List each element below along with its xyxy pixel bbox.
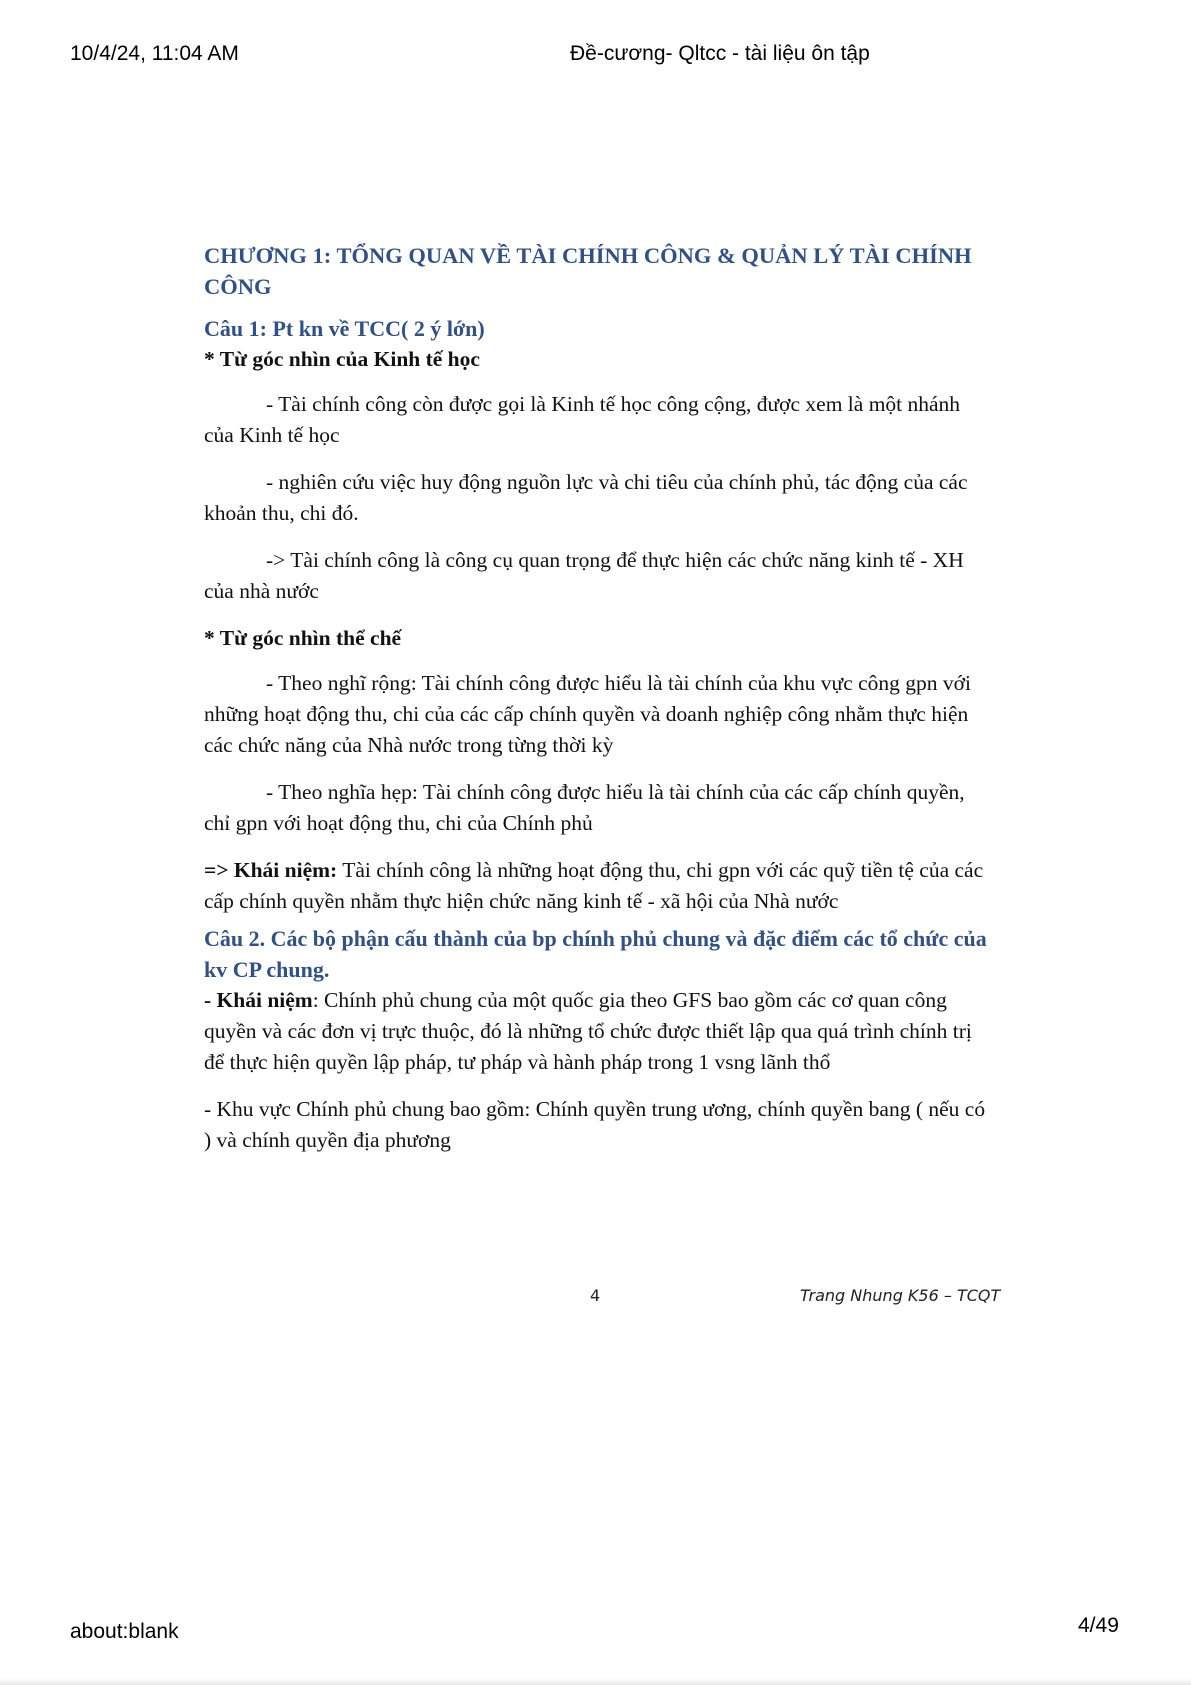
question-1-heading: Câu 1: Pt kn về TCC( 2 ý lớn) bbox=[204, 316, 485, 341]
section-institution-para-1: - Theo nghĩ rộng: Tài chính công được hiểu là tài chính của khu vực công gpn với những hoạt động thu, chi của các cấp chính quyền và doanh nghiệp công nhằm thực hiện các chức năng của Nhà nước trong từng thời kỳ bbox=[204, 671, 972, 757]
print-header-title: Đề-cương- Qltcc - tài liệu ôn tập bbox=[570, 42, 870, 65]
concept-label: - Khái niệm bbox=[204, 988, 313, 1012]
section-economics-heading: * Từ góc nhìn của Kinh tế học bbox=[204, 347, 480, 371]
print-footer-url: about:blank bbox=[70, 1620, 179, 1643]
section-institution-heading: * Từ góc nhìn thể chế bbox=[204, 626, 402, 650]
conclusion-paragraph bbox=[204, 855, 994, 917]
concept-text: : Chính phủ chung của một quốc gia theo GFS bao gồm các cơ quan công quyền và các đơn vị trực thuộc, đó là những tổ chức được thiết lập qua quá trình chính trị để thực hiện quyền lập pháp, tư pháp và hành pháp trong 1 vsng lãnh thổ bbox=[204, 988, 972, 1074]
section-economics-para-1: - Tài chính công còn được gọi là Kinh tế học công cộng, được xem là một nhánh của Kinh tế học bbox=[204, 392, 961, 447]
section-institution-para-2: - Theo nghĩa hẹp: Tài chính công được hiểu là tài chính của các cấp chính quyền, chỉ gpn với hoạt động thu, chi của Chính phủ bbox=[204, 780, 965, 835]
document-body bbox=[204, 240, 994, 1172]
document-page-number: 4 bbox=[590, 1286, 601, 1305]
print-header-datetime: 10/4/24, 11:04 AM bbox=[70, 42, 239, 65]
print-footer-page-count: 4/49 bbox=[1078, 1614, 1119, 1637]
chapter-heading: CHƯƠNG 1: TỔNG QUAN VỀ TÀI CHÍNH CÔNG & QUẢN LÝ TÀI CHÍNH CÔNG bbox=[204, 243, 972, 299]
concept-paragraph bbox=[204, 985, 994, 1078]
question-2-heading: Câu 2. Các bộ phận cấu thành của bp chính phủ chung và đặc điểm các tổ chức của kv CP chung. bbox=[204, 926, 987, 982]
section-economics-para-2: - nghiên cứu việc huy động nguồn lực và chi tiêu của chính phủ, tác động của các khoản thu, chi đó. bbox=[204, 470, 968, 525]
document-page-author: Trang Nhung K56 – TCQT bbox=[800, 1286, 1001, 1305]
conclusion-label: => Khái niệm: bbox=[204, 858, 338, 882]
page-bottom-edge bbox=[0, 1678, 1191, 1685]
section-economics-para-3: -> Tài chính công là công cụ quan trọng để thực hiện các chức năng kinh tế - XH của nhà nước bbox=[204, 548, 964, 603]
government-sector-paragraph: - Khu vực Chính phủ chung bao gồm: Chính quyền trung ương, chính quyền bang ( nếu có ) và chính quyền địa phương bbox=[204, 1097, 986, 1152]
conclusion-text: Tài chính công là những hoạt động thu, chi gpn với các quỹ tiền tệ của các cấp chính quyền nhằm thực hiện chức năng kinh tế - xã hội của Nhà nước bbox=[204, 858, 984, 913]
